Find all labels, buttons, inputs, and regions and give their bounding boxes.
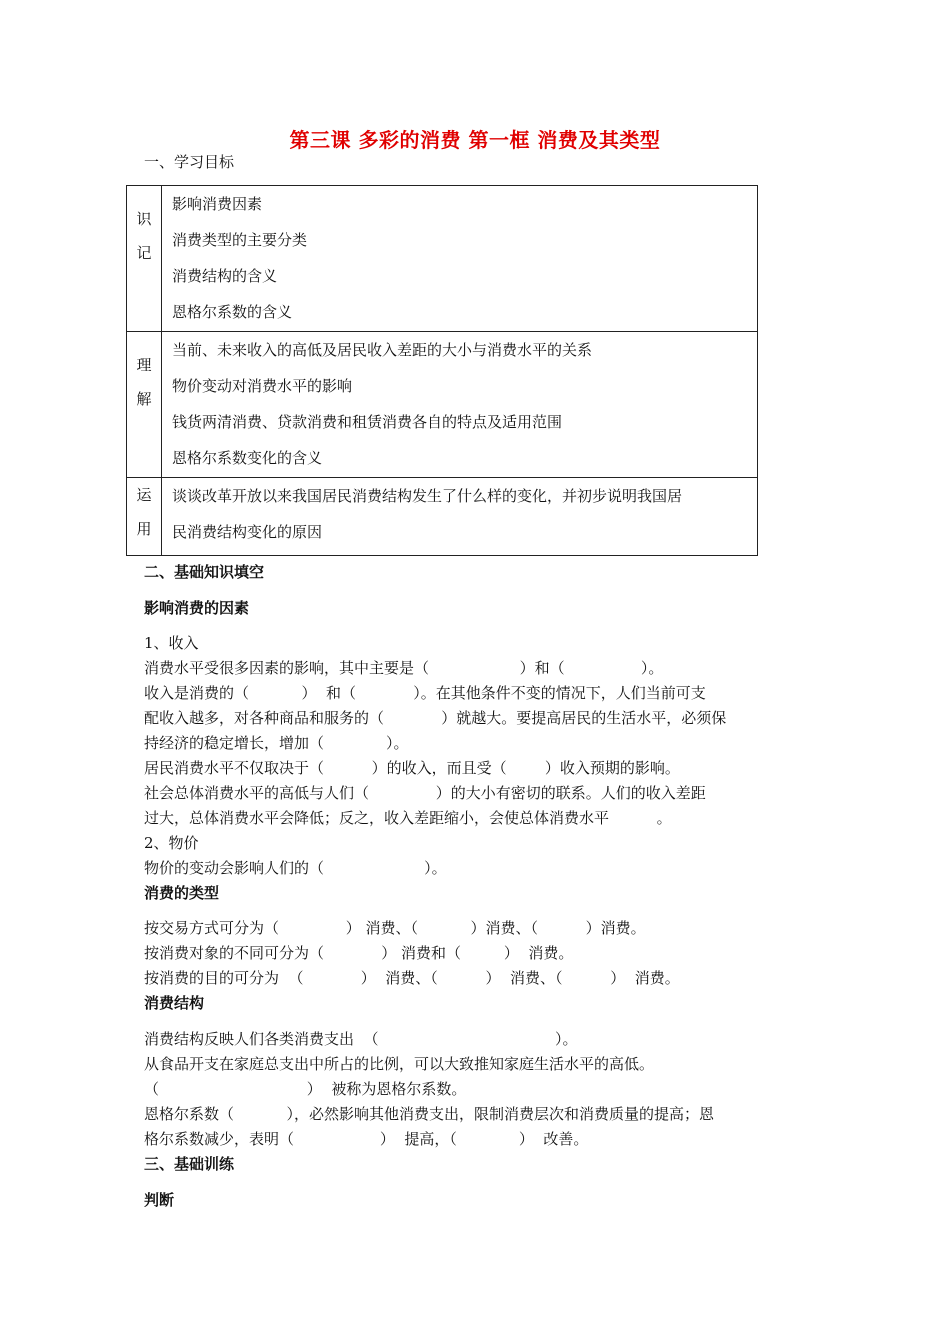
category-char: 解 [136, 390, 152, 408]
section-1-heading: 一、学习目标 [144, 153, 235, 171]
page-title: 第三课 多彩的消费 第一框 消费及其类型 [289, 128, 661, 152]
list-item: 民消费结构变化的原因 [172, 523, 323, 541]
table-row [127, 332, 758, 478]
text-line: 收入是消费的（ ） 和（ ）。在其他条件不变的情况下，人们当前可支 [144, 684, 706, 702]
category-char: 记 [136, 244, 152, 262]
list-item: 恩格尔系数的含义 [172, 303, 293, 321]
learning-goals-table [126, 185, 758, 556]
list-item: 物价变动对消费水平的影响 [172, 377, 353, 395]
category-cell [127, 478, 162, 556]
list-item: 消费类型的主要分类 [172, 231, 308, 249]
text-line: 恩格尔系数（ ），必然影响其他消费支出，限制消费层次和消费质量的提高；恩 [144, 1105, 714, 1123]
text-line: 按交易方式可分为（ ） 消费、（ ）消费、（ ）消费。 [144, 919, 646, 937]
text-line: 按消费的目的可分为 （ ） 消费、（ ） 消费、（ ） 消费。 [144, 969, 680, 987]
subheading-factors: 影响消费的因素 [144, 599, 250, 617]
category-char: 用 [136, 520, 152, 538]
text-line: 按消费对象的不同可分为（ ） 消费和（ ） 消费。 [144, 944, 574, 962]
text-line: 格尔系数减少，表明（ ） 提高，（ ） 改善。 [144, 1130, 589, 1148]
text-line: 物价的变动会影响人们的（ ）。 [144, 859, 447, 877]
subheading-types: 消费的类型 [144, 884, 220, 902]
text-line: 过大，总体消费水平会降低；反之，收入差距缩小，会使总体消费水平 。 [144, 809, 672, 827]
text-line: 从食品开支在家庭总支出中所占的比例，可以大致推知家庭生活水平的高低。 [144, 1055, 655, 1073]
list-item: 钱货两清消费、贷款消费和租赁消费各自的特点及适用范围 [172, 413, 563, 431]
category-char: 识 [136, 210, 152, 228]
items-cell [162, 478, 758, 556]
category-cell [127, 186, 162, 332]
text-line: 持经济的稳定增长，增加（ ）。 [144, 734, 409, 752]
text-line: 1、收入 [144, 634, 199, 652]
category-char: 运 [136, 486, 152, 504]
text-line: 居民消费水平不仅取决于（ ）的收入，而且受（ ）收入预期的影响。 [144, 759, 680, 777]
text-line: 社会总体消费水平的高低与人们（ ）的大小有密切的联系。人们的收入差距 [144, 784, 706, 802]
table-row [127, 186, 758, 332]
text-line: 消费结构反映人们各类消费支出 （ ）。 [144, 1030, 578, 1048]
table-row [127, 478, 758, 556]
section-2-heading: 二、基础知识填空 [144, 563, 265, 581]
section-3-heading: 三、基础训练 [144, 1155, 235, 1173]
subheading-judge: 判断 [144, 1191, 175, 1209]
category-char: 理 [136, 356, 152, 374]
items-cell [162, 332, 758, 478]
items-cell [162, 186, 758, 332]
list-item: 当前、未来收入的高低及居民收入差距的大小与消费水平的关系 [172, 341, 593, 359]
text-line: 2、物价 [144, 834, 199, 852]
list-item: 恩格尔系数变化的含义 [172, 449, 323, 467]
list-item: 影响消费因素 [172, 195, 263, 213]
subheading-structure: 消费结构 [144, 994, 205, 1012]
text-line: 配收入越多，对各种商品和服务的（ ）就越大。要提高居民的生活水平，必须保 [144, 709, 727, 727]
list-item: 消费结构的含义 [172, 267, 278, 285]
category-cell [127, 332, 162, 478]
text-line: 消费水平受很多因素的影响，其中主要是（ ）和（ ）。 [144, 659, 664, 677]
list-item: 谈谈改革开放以来我国居民消费结构发生了什么样的变化，并初步说明我国居 [172, 487, 683, 505]
text-line: （ ） 被称为恩格尔系数。 [144, 1080, 467, 1098]
